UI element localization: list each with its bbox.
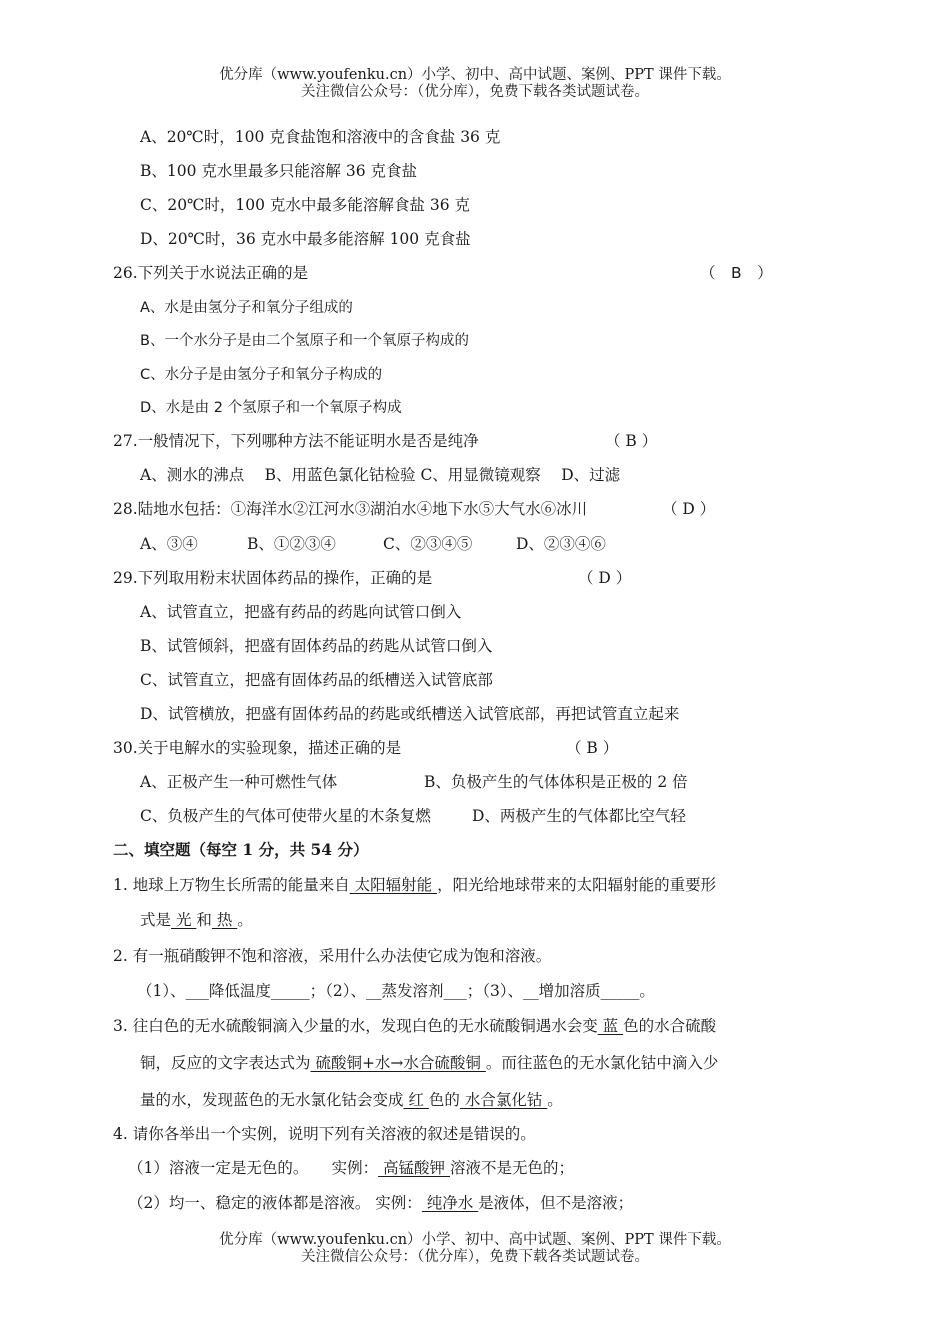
f4-item-1-blank: 高锰酸钾	[378, 1159, 450, 1177]
page-header	[0, 67, 950, 101]
q30-option-d: D、两极产生的气体都比空气轻	[472, 807, 686, 825]
q28-option-c: C、②③④⑤	[383, 535, 473, 553]
q27-options: A、测水的沸点 B、用蓝色氯化钴检验 C、用显微镜观察 D、过滤	[140, 466, 621, 484]
q26-option-b: B、一个水分子是由二个氢原子和一个氧原子构成的	[140, 333, 469, 349]
q26-option-d: D、水是由 2 个氢原子和一个氧原子构成	[140, 400, 402, 416]
q30-option-c: C、负极产生的气体可使带火星的木条复燃	[140, 807, 431, 825]
f3-line-3	[140, 1090, 563, 1110]
f3-text-7: 。	[547, 1091, 563, 1109]
header-line-1: 优分库（www.youfenku.cn）小学、初中、高中试题、案例、PPT 课件下载。	[219, 67, 731, 83]
f3-text-3: 铜，反应的文字表达式为	[140, 1054, 311, 1072]
q29-option-a: A、试管直立，把盛有药品的药匙向试管口倒入	[140, 603, 462, 621]
f3-text-2: 色的水合硫酸	[623, 1017, 717, 1035]
f3-text-6: 色的	[428, 1091, 460, 1109]
q27-stem: 27.一般情况下，下列哪种方法不能证明水是否是纯净	[113, 432, 479, 450]
q28-answer: （ D ）	[662, 500, 716, 518]
f3-blank-2: 硫酸铜+水→水合硫酸铜	[310, 1054, 486, 1072]
f1-text-4: 和	[196, 911, 212, 929]
f4-item-2-text: （2）均一、稳定的液体都是溶液。 实例：	[128, 1194, 422, 1212]
q29-option-b: B、试管倾斜，把盛有固体药品的药匙从试管口倒入	[140, 637, 493, 655]
q30-answer: （ B ）	[566, 739, 619, 757]
f4-item-1-tail: 溶液不是无色的；	[449, 1159, 574, 1177]
q28-option-d: D、②③④⑥	[516, 535, 606, 553]
f3-text-5: 量的水，发现蓝色的无水氯化钴会变成	[140, 1091, 404, 1109]
f4-item-2-tail: 是液体，但不是溶液；	[478, 1194, 634, 1212]
q27-answer: （ B ）	[605, 432, 658, 450]
f1-blank-2: 光	[171, 911, 197, 929]
f3-line-2	[140, 1053, 718, 1073]
f3-line-1	[113, 1016, 716, 1036]
header-line-2: 关注微信公众号：（优分库），免费下载各类试题试卷。	[301, 84, 649, 100]
q26-option-c: C、水分子是由氢分子和氧分子构成的	[140, 367, 383, 383]
f4-stem: 4. 请你各举出一个实例，说明下列有关溶液的叙述是错误的。	[113, 1125, 536, 1143]
f1-line-2	[140, 910, 253, 930]
footer-line-2: 关注微信公众号：（优分库），免费下载各类试题试卷。	[301, 1249, 649, 1265]
f1-line-1	[113, 875, 716, 895]
f4-item-1	[128, 1158, 574, 1178]
f1-text-5: 。	[237, 911, 253, 929]
q29-answer: （ D ）	[578, 569, 632, 587]
q25-option-b: B、100 克水里最多只能溶解 36 克食盐	[140, 162, 417, 180]
f3-blank-1: 蓝	[597, 1017, 624, 1035]
q30-stem: 30.关于电解水的实验现象，描述正确的是	[113, 739, 402, 757]
f1-blank-3: 热	[211, 911, 238, 929]
q28-stem: 28.陆地水包括：①海洋水②江河水③湖泊水④地下水⑤大气水⑥冰川	[113, 500, 588, 518]
q28-option-b: B、①②③④	[247, 535, 336, 553]
f3-blank-3: 红	[403, 1091, 429, 1109]
q28-option-a: A、③④	[140, 535, 198, 553]
f2-stem: 2. 有一瓶硝酸钾不饱和溶液，采用什么办法使它成为饱和溶液。	[113, 947, 552, 965]
f4-item-2-blank: 纯净水	[421, 1194, 479, 1212]
q25-option-c: C、20℃时，100 克水中最多能溶解食盐 36 克	[140, 196, 471, 214]
f3-blank-4: 水合氯化钴	[459, 1091, 548, 1109]
f4-item-2	[128, 1193, 633, 1213]
q30-option-a: A、正极产生一种可燃性气体	[140, 773, 338, 791]
f1-text-1: 1. 地球上万物生长所需的能量来自	[113, 876, 350, 894]
q29-stem: 29.下列取用粉末状固体药品的操作，正确的是	[113, 569, 433, 587]
f2-answers: （1）、___降低温度_____；（2）、__蒸发溶剂___；（3）、__增加溶质_____。	[137, 982, 655, 1000]
q29-option-d: D、试管横放，把盛有固体药品的药匙或纸槽送入试管底部，再把试管直立起来	[140, 705, 680, 723]
f3-text-4: 。而往蓝色的无水氯化钴中滴入少	[485, 1054, 719, 1072]
f1-text-2: ，阳光给地球带来的太阳辐射能的重要形	[437, 876, 717, 894]
q25-option-a: A、20℃时，100 克食盐饱和溶液中的含食盐 36 克	[140, 128, 501, 146]
f1-text-3: 式是	[140, 911, 172, 929]
q26-answer: （ B ）	[700, 264, 773, 282]
section-title: 二、填空题（每空 1 分，共 54 分）	[113, 840, 369, 859]
q26-stem: 26.下列关于水说法正确的是	[113, 264, 309, 282]
q29-option-c: C、试管直立，把盛有固体药品的纸槽送入试管底部	[140, 671, 493, 689]
page-footer	[0, 1232, 950, 1266]
footer-line-1: 优分库（www.youfenku.cn）小学、初中、高中试题、案例、PPT 课件下载。	[219, 1232, 731, 1248]
q26-option-a: A、水是由氢分子和氧分子组成的	[140, 300, 353, 316]
f3-text-1: 3. 往白色的无水硫酸铜滴入少量的水，发现白色的无水硫酸铜遇水会变	[113, 1017, 598, 1035]
q30-option-b: B、负极产生的气体体积是正极的 2 倍	[424, 773, 688, 791]
f4-item-1-text: （1）溶液一定是无色的。 实例：	[128, 1159, 379, 1177]
f1-blank-1: 太阳辐射能	[349, 876, 438, 894]
q25-option-d: D、20℃时，36 克水中最多能溶解 100 克食盐	[140, 230, 471, 248]
